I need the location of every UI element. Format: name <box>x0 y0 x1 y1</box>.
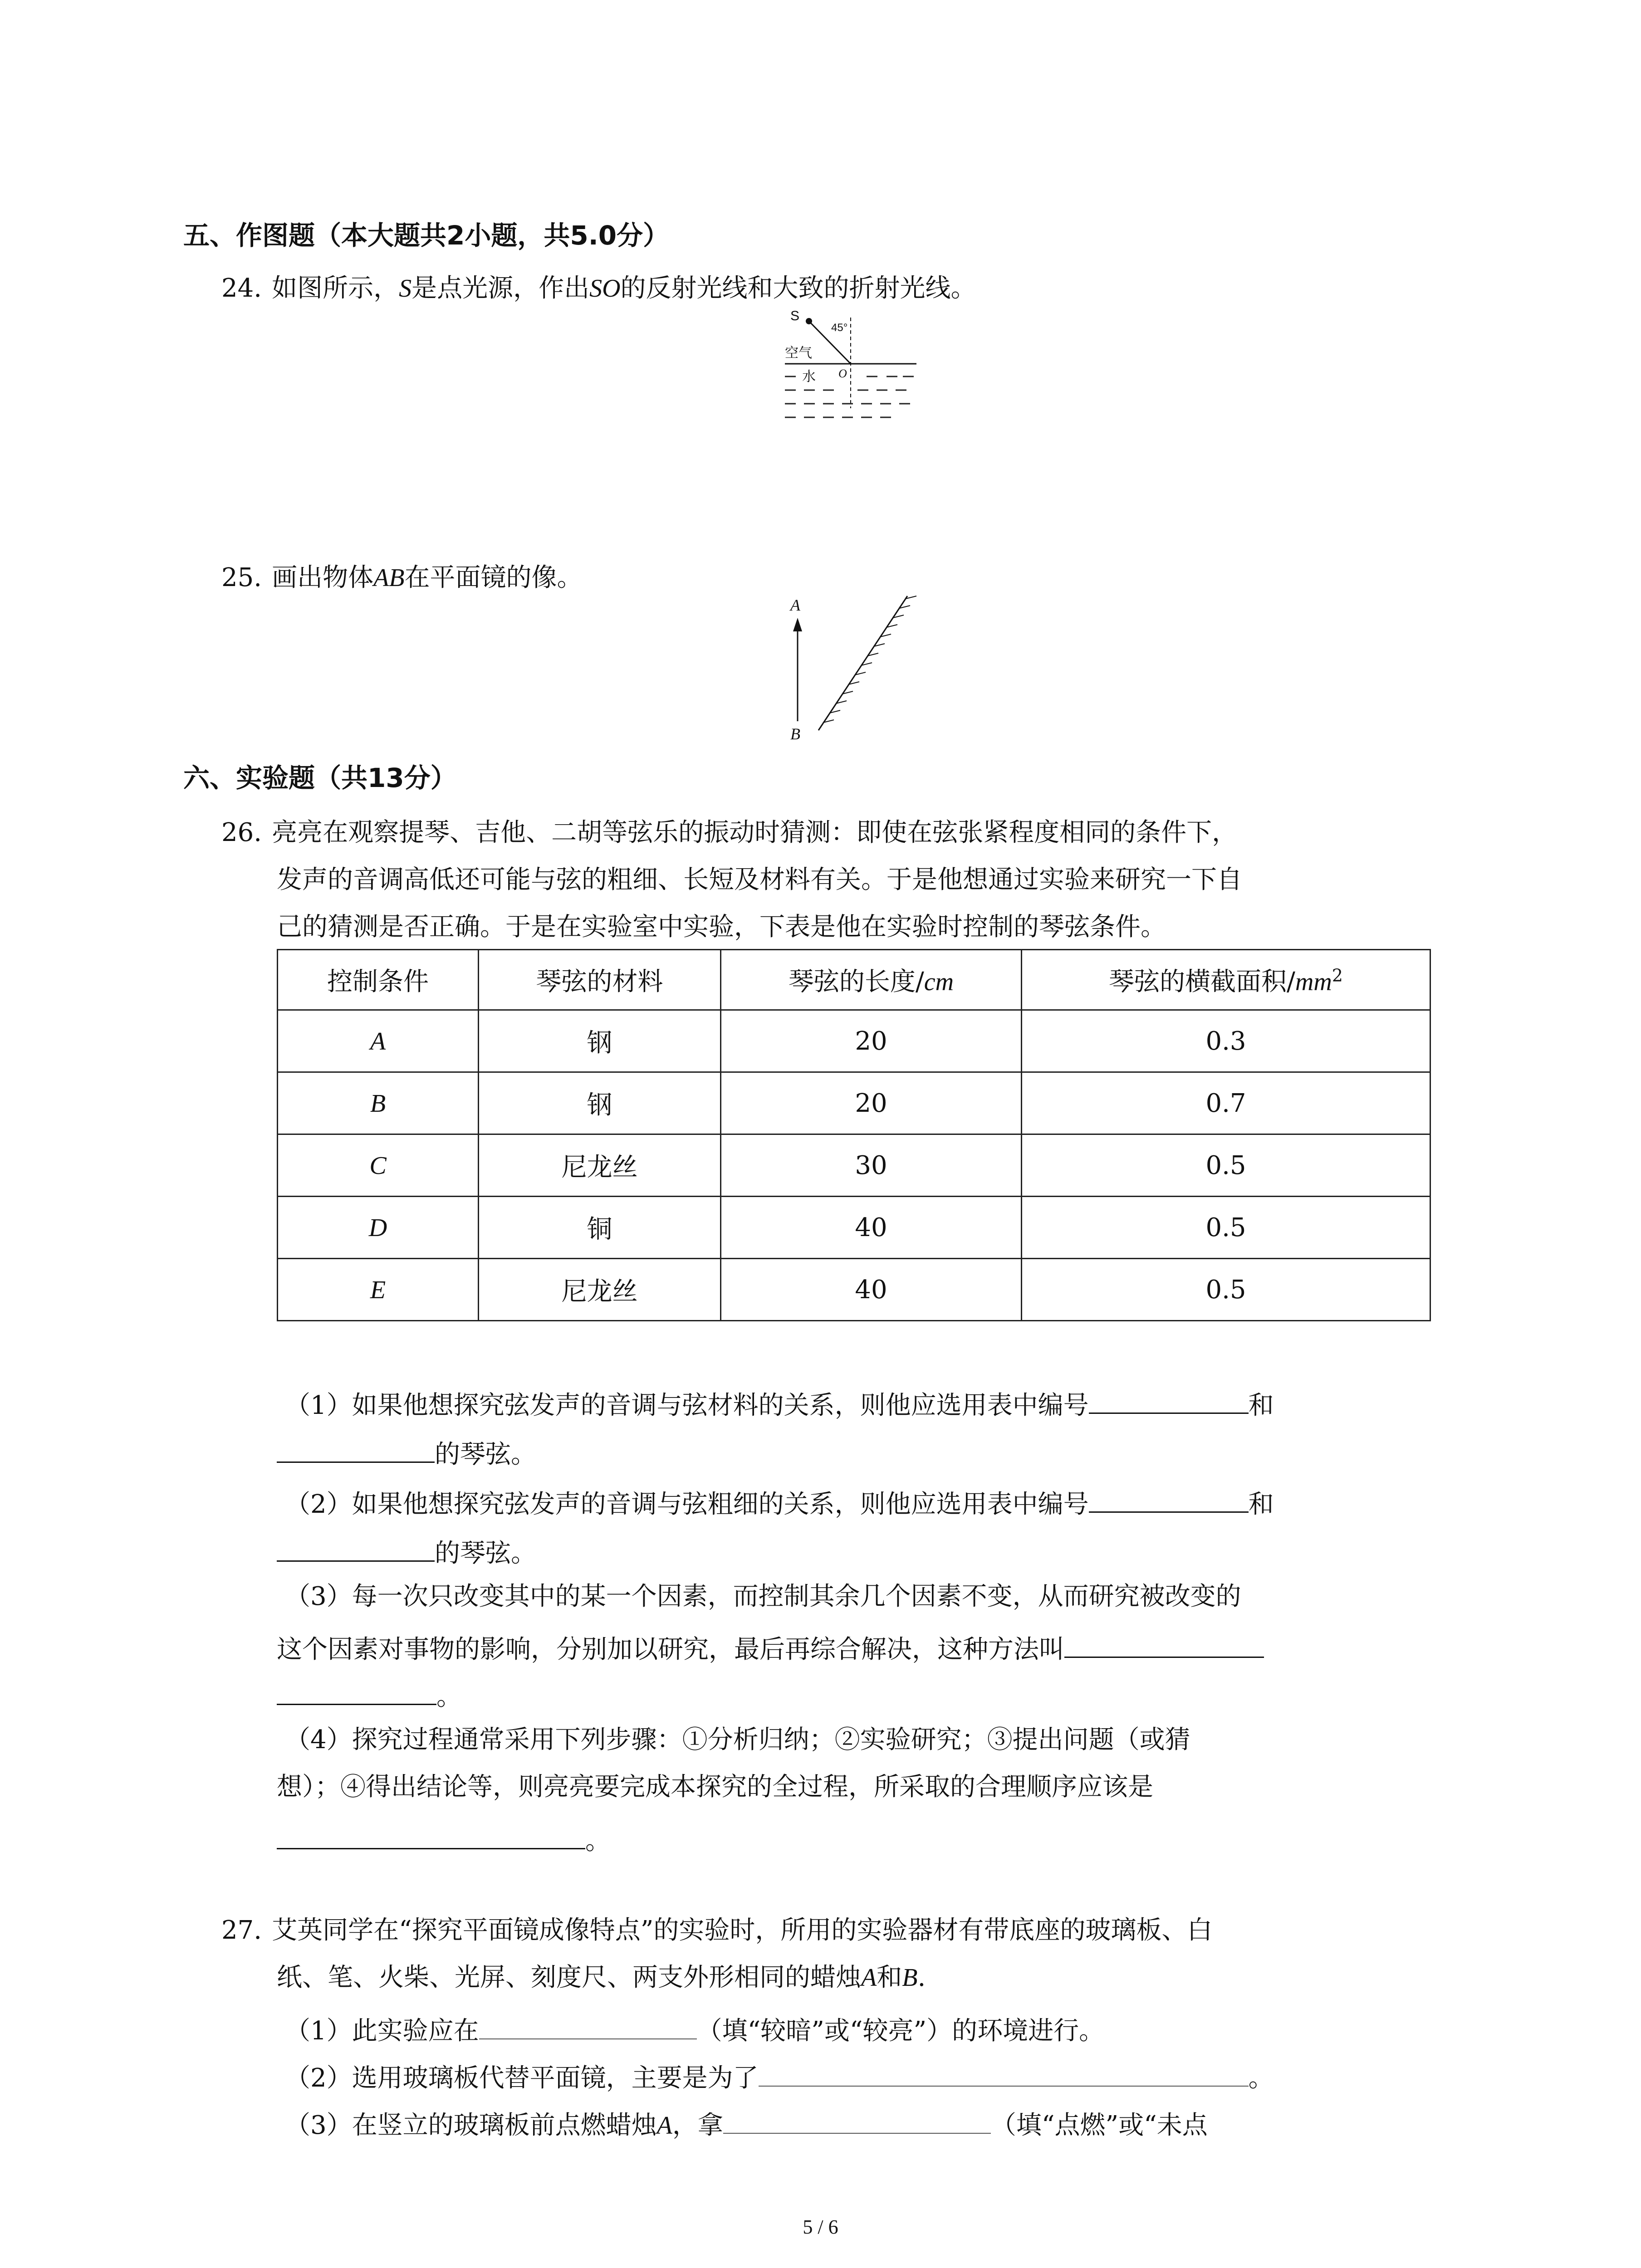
label-air: 空气 <box>785 345 812 361</box>
table-cell: 40 <box>721 1259 1022 1321</box>
text: 的琴弦。 <box>435 1539 536 1568</box>
header-text: 琴弦的材料 <box>536 967 663 997</box>
label-o: O <box>838 367 847 380</box>
label-s: S <box>790 308 800 323</box>
answer-blank[interactable] <box>723 2107 991 2134</box>
text: （2）如果他想探究弦发声的音调与弦粗细的关系，则他应选用表中编号 <box>285 1490 1089 1519</box>
header-cell <box>721 950 1022 1010</box>
q26-part-1-cont <box>277 1436 536 1467</box>
table-header-row <box>278 950 1430 1010</box>
answer-blank[interactable] <box>277 1436 435 1463</box>
text: 这个因素对事物的影响，分别加以研究，最后再综合解决，这种方法叫 <box>277 1635 1064 1664</box>
text: （1）此实验应在 <box>285 2016 479 2046</box>
text: 和 <box>1248 1490 1274 1519</box>
answer-blank[interactable] <box>1089 1387 1249 1414</box>
var-s: S <box>399 274 412 303</box>
table-cell: 尼龙丝 <box>479 1259 721 1321</box>
header-unit: cm <box>924 968 954 996</box>
header-unit: mm <box>1295 968 1332 996</box>
text: . <box>917 1963 926 1992</box>
q26-part-3-line-2 <box>277 1631 1264 1662</box>
q26-part-2-cont <box>277 1535 536 1566</box>
question-26-line-1 <box>221 820 1237 846</box>
question-27-line-2 <box>277 1965 926 1990</box>
question-25 <box>221 565 582 591</box>
text: 的琴弦。 <box>435 1440 536 1469</box>
label-a: A <box>790 596 800 614</box>
question-26-line-2: 发声的音调高低还可能与弦的粗细、长短及材料有关。于是他想通过实验来研究一下自 <box>277 865 1242 894</box>
text: 如图所示， <box>272 274 399 303</box>
q26-part-4-line-2: 想）；④得出结论等，则亮亮要完成本探究的全过程，所采取的合理顺序应该是 <box>277 1772 1153 1802</box>
table-cell: 0.5 <box>1022 1197 1430 1259</box>
text: （填“点燃”或“未点 <box>990 2111 1208 2140</box>
header-superscript: 2 <box>1332 965 1343 986</box>
question-number: 27. <box>221 1916 262 1945</box>
question-26-line-3: 己的猜测是否正确。于是在实验室中实验，下表是他在实验时控制的琴弦条件。 <box>277 912 1166 942</box>
header-cell <box>479 950 721 1010</box>
q27-part-2 <box>285 2060 1274 2091</box>
question-number: 24. <box>221 274 262 303</box>
var-a: A <box>656 2112 672 2140</box>
text: 。 <box>436 1682 462 1711</box>
text: （2）选用玻璃板代替平面镜，主要是为了 <box>285 2063 759 2093</box>
question-number: 26. <box>221 818 262 847</box>
q27-part-1 <box>285 2013 1104 2044</box>
section-5-heading: 五、作图题（本大题共2小题，共5.0分） <box>183 220 670 251</box>
q26-part-4-line-1: （4）探究过程通常采用下列步骤：①分析归纳；②实验研究；③提出问题（或猜 <box>285 1725 1190 1755</box>
text: （1）如果他想探究弦发声的音调与弦材料的关系，则他应选用表中编号 <box>285 1391 1089 1420</box>
label-water: 水 <box>802 369 816 385</box>
table-row <box>278 1072 1430 1134</box>
text: （3）在竖立的玻璃板前点燃蜡烛 <box>285 2111 657 2140</box>
text: ，拿 <box>672 2111 723 2140</box>
table-cell: 20 <box>721 1072 1022 1134</box>
arrow-head <box>793 618 802 631</box>
text: 纸、笔、火柴、光屏、刻度尺、两支外形相同的蜡烛 <box>277 1963 861 1992</box>
page-number: 5 / 6 <box>803 2216 838 2238</box>
table-cell: B <box>278 1072 479 1134</box>
table-row <box>278 1010 1430 1072</box>
light-refraction-figure <box>767 308 930 426</box>
var-b: B <box>902 1964 918 1992</box>
label-angle: 45° <box>831 322 848 334</box>
table-cell: 0.5 <box>1022 1259 1430 1321</box>
var-so: SO <box>589 274 621 303</box>
answer-blank[interactable] <box>277 1535 435 1562</box>
table-row <box>278 1197 1430 1259</box>
table-cell: E <box>278 1259 479 1321</box>
table-cell: C <box>278 1134 479 1197</box>
header-text: 琴弦的横截面积/ <box>1109 967 1295 997</box>
q27-part-3 <box>285 2107 1208 2138</box>
header-cell <box>1022 950 1430 1010</box>
var-ab: AB <box>373 564 405 592</box>
text: 在平面镜的像。 <box>404 563 583 592</box>
q26-part-4-line-3 <box>277 1823 611 1854</box>
text: 亮亮在观察提琴、吉他、二胡等弦乐的振动时猜测：即使在弦张紧程度相同的条件下， <box>272 818 1238 847</box>
text: 。 <box>1248 2063 1274 2093</box>
header-text: 琴弦的长度/ <box>788 967 924 997</box>
table-cell: D <box>278 1197 479 1259</box>
text: 和 <box>1248 1391 1274 1420</box>
table-cell: 0.7 <box>1022 1072 1430 1134</box>
text: 艾英同学在“探究平面镜成像特点”的实验时，所用的实验器材有带底座的玻璃板、白 <box>272 1916 1213 1945</box>
label-b: B <box>790 725 800 743</box>
plane-mirror-figure <box>771 590 935 744</box>
mirror-hatching <box>823 596 916 723</box>
table-cell: 钢 <box>479 1010 721 1072</box>
q26-part-2 <box>285 1486 1274 1517</box>
table-row <box>278 1134 1430 1197</box>
question-number: 25. <box>221 563 262 592</box>
text: 和 <box>877 1963 902 1992</box>
q26-part-1 <box>285 1387 1274 1418</box>
q26-part-3-line-3 <box>277 1678 462 1710</box>
text: （填“较暗”或“较亮”）的环境进行。 <box>696 2016 1105 2046</box>
header-cell <box>278 950 479 1010</box>
question-24 <box>221 276 976 301</box>
table-cell: 0.3 <box>1022 1010 1430 1072</box>
header-text: 控制条件 <box>327 967 429 997</box>
answer-blank[interactable] <box>759 2060 1249 2087</box>
answer-blank[interactable] <box>1064 1631 1264 1658</box>
mirror-surface <box>818 596 907 730</box>
table-cell: 20 <box>721 1010 1022 1072</box>
answer-blank[interactable] <box>1089 1486 1249 1513</box>
table-cell: 钢 <box>479 1072 721 1134</box>
answer-blank[interactable] <box>479 2013 697 2039</box>
table-cell: A <box>278 1010 479 1072</box>
q26-part-3-line-1: （3）每一次只改变其中的某一个因素，而控制其余几个因素不变，从而研究被改变的 <box>285 1582 1241 1611</box>
var-a: A <box>861 1964 877 1992</box>
table-row <box>278 1259 1430 1321</box>
table-cell: 30 <box>721 1134 1022 1197</box>
text: 画出物体 <box>272 563 374 592</box>
string-conditions-table <box>277 949 1431 1321</box>
text: 是点光源，作出 <box>411 274 590 303</box>
answer-blank[interactable] <box>277 1678 436 1705</box>
question-27-line-1 <box>221 1918 1212 1943</box>
table-cell: 铜 <box>479 1197 721 1259</box>
section-6-heading: 六、实验题（共13分） <box>183 763 457 793</box>
table-cell: 0.5 <box>1022 1134 1430 1197</box>
text: 的反射光线和大致的折射光线。 <box>620 274 976 303</box>
answer-blank[interactable] <box>277 1823 585 1849</box>
table-cell: 40 <box>721 1197 1022 1259</box>
table-cell: 尼龙丝 <box>479 1134 721 1197</box>
text: 。 <box>585 1826 611 1856</box>
